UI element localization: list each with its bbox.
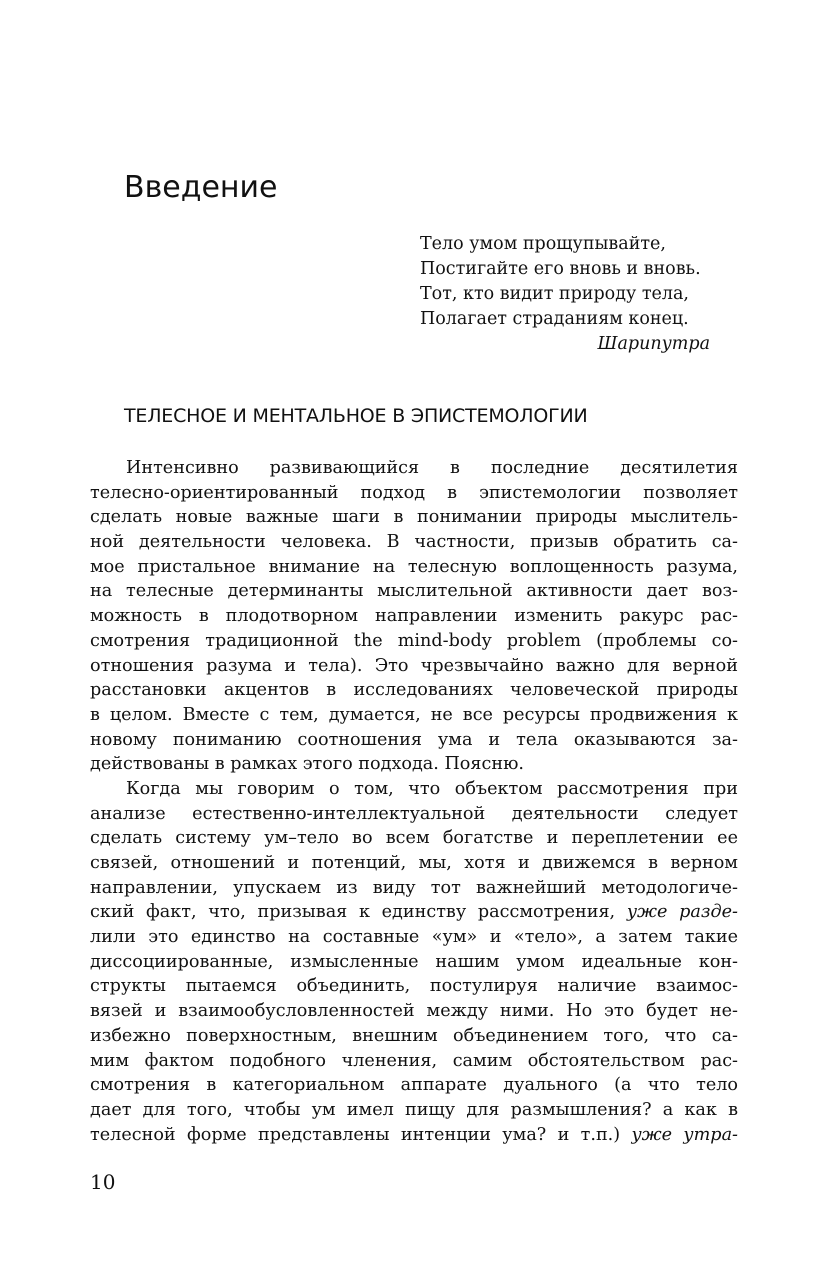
epigraph-author: Шарипутра (597, 334, 710, 354)
paragraph-2-line: лили это единство на составные «ум» и «тело», а затем такие (90, 927, 738, 948)
italic-fragment: уже разде- (626, 902, 738, 923)
paragraph-2-line: избежно поверхностным, внешним объединением того, что са- (90, 1025, 738, 1046)
paragraph-1-line: телесно-ориентированный подход в эпистемологии позволяет (90, 482, 738, 503)
paragraph-2-line: смотрения в категориальном аппарате дуального (а что тело (90, 1075, 738, 1096)
epigraph-line: Тот, кто видит природу тела, (420, 284, 689, 304)
paragraph-1-line: можность в плодотворном направлении изменить ракурс рас- (90, 606, 738, 627)
paragraph-1-line: на телесные детерминанты мыслительной активности дает воз- (90, 581, 738, 602)
paragraph-2-line: сделать систему ум–тело во всем богатстве и переплетении ее (90, 828, 738, 849)
paragraph-1-line: Интенсивно развивающийся в последние десятилетия (126, 458, 738, 478)
paragraph-2-line: анализе естественно-интеллектуальной деятельности следует (90, 803, 738, 824)
section-title: ТЕЛЕСНОЕ И МЕНТАЛЬНОЕ В ЭПИСТЕМОЛОГИИ (124, 405, 588, 427)
paragraph-1-line: мое пристальное внимание на телесную воплощенность разума, (90, 556, 738, 577)
paragraph-2-line: мим фактом подобного членения, самим обстоятельством рас- (90, 1050, 738, 1071)
chapter-title: Введение (124, 170, 278, 205)
paragraph-2-line-text: телесной форме представлены интенции ума? и т.п.) (90, 1124, 621, 1145)
paragraph-1-line: расстановки акцентов в исследованиях человеческой природы (90, 680, 738, 701)
paragraph-1-line: действованы в рамках этого подхода. Поясню. (90, 754, 524, 775)
paragraph-2-line: диссоциированные, измысленные нашим умом идеальные кон- (90, 951, 738, 972)
epigraph-line: Постигайте его вновь и вновь. (420, 259, 701, 279)
paragraph-1-line: новому пониманию соотношения ума и тела оказываются за- (90, 729, 738, 750)
paragraph-2-line (90, 900, 738, 925)
body-text (90, 456, 738, 1147)
paragraph-2-line: структы пытаемся объединить, постулируя наличие взаимос- (90, 976, 738, 997)
paragraph-2-line: дает для того, чтобы ум имел пищу для размышления? а как в (90, 1099, 738, 1120)
epigraph-line: Полагает страданиям конец. (420, 309, 689, 329)
paragraph-1-line: сделать новые важные шаги в понимании природы мыслитель- (90, 507, 738, 528)
paragraph-2-line: связей, отношений и потенций, мы, хотя и движемся в верном (90, 853, 738, 873)
paragraph-1-line: ной деятельности человека. В частности, призыв обратить са- (90, 532, 738, 553)
paragraph-1-line: отношения разума и тела). Это чрезвычайно важно для верной (90, 655, 738, 676)
paragraph-1-line: в целом. Вместе с тем, думается, не все ресурсы продвижения к (90, 704, 738, 725)
paragraph-1-line: смотрения традиционной the mind-body problem (проблемы со- (90, 630, 738, 651)
paragraph-2-line (90, 1123, 738, 1148)
paragraph-2-line-text: ский факт, что, призывая к единству рассмотрения, (90, 902, 616, 923)
page-number: 10 (90, 1170, 116, 1194)
italic-fragment: уже утра- (631, 1124, 738, 1145)
epigraph-line: Тело умом прощупывайте, (420, 234, 666, 254)
epigraph (420, 232, 720, 357)
paragraph-2-line: направлении, упускаем из виду тот важнейший методологиче- (90, 877, 738, 898)
paragraph-2-line: Когда мы говорим о том, что объектом рассмотрения при (126, 778, 738, 799)
paragraph-2-line: вязей и взаимообусловленностей между ними. Но это будет не- (90, 1001, 738, 1022)
